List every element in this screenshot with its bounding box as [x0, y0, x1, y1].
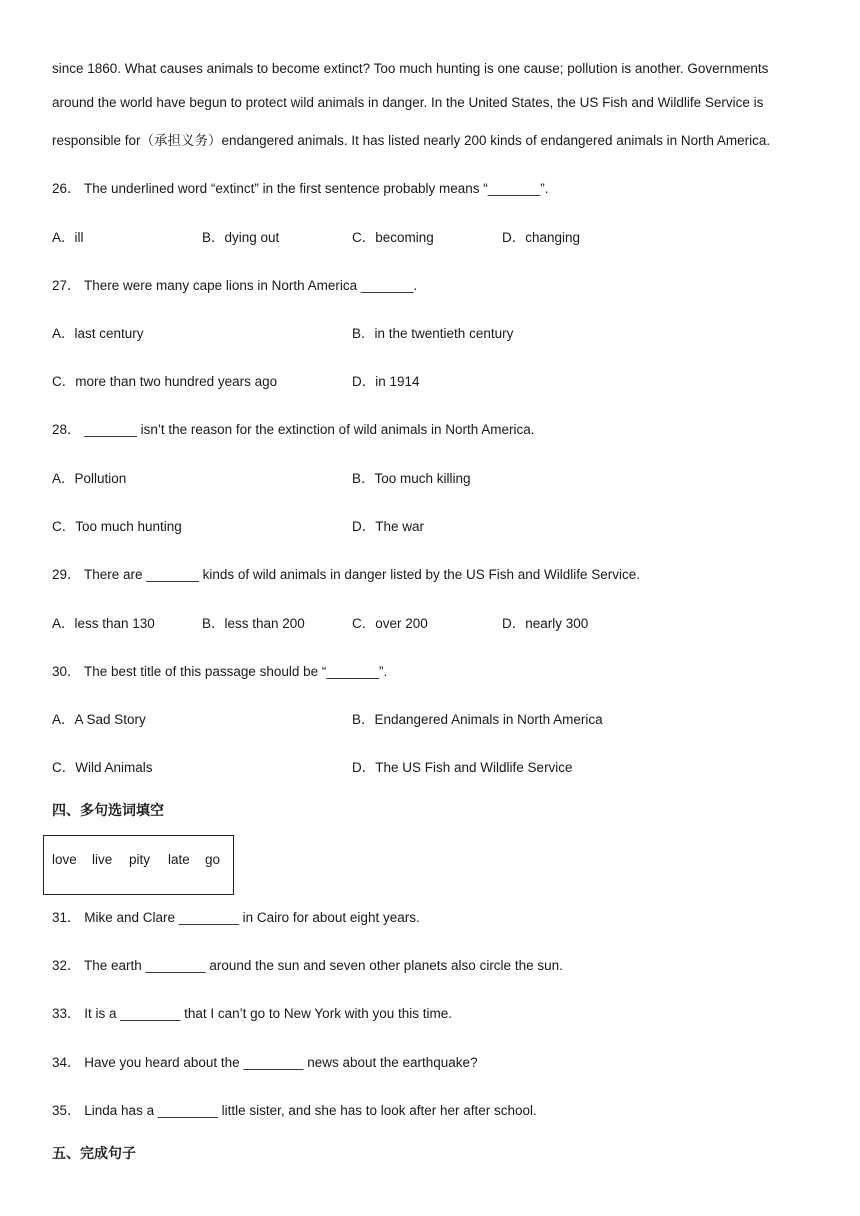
option-d: D．The US Fish and Wildlife Service: [352, 760, 573, 775]
word-bank-item: love: [52, 852, 77, 867]
word-bank-item: go: [205, 852, 221, 867]
option-c: C．Too much hunting: [52, 519, 182, 534]
question-stem: 29． There are _______ kinds of wild animals in danger listed by the US Fish and Wildlife Service.: [52, 567, 641, 582]
option-c: C．over 200: [352, 616, 428, 631]
fill-blank-item: 34． Have you heard about the ________ news about the earthquake?: [52, 1055, 478, 1070]
option-c: C．more than two hundred years ago: [52, 374, 278, 389]
option-a: A．less than 130: [52, 616, 155, 631]
option-d: D．nearly 300: [502, 616, 589, 631]
word-bank-item: late: [168, 852, 190, 867]
question-stem: 27． There were many cape lions in North America _______.: [52, 278, 418, 293]
passage-line: around the world have begun to protect wild animals in danger. In the United States, the US Fish and Wildlife Service is: [52, 95, 764, 110]
fill-blank-item: 32． The earth ________ around the sun and seven other planets also circle the sun.: [52, 958, 563, 973]
question-stem: 26． The underlined word “extinct” in the first sentence probably means “_______”.: [52, 181, 549, 196]
option-a: A．ill: [52, 230, 84, 245]
word-bank-item: live: [92, 852, 113, 867]
fill-blank-item: 33． It is a ________ that I can’t go to New York with you this time.: [52, 1006, 452, 1021]
option-b: B．Too much killing: [352, 471, 471, 486]
passage-line: responsible for（承担义务）endangered animals. It has listed nearly 200 kinds of endangered animals in North America.: [52, 133, 771, 148]
option-d: D．changing: [502, 230, 581, 245]
fill-blank-item: 35． Linda has a ________ little sister, and she has to look after her after school.: [52, 1103, 537, 1118]
question-stem: 30． The best title of this passage should be “_______”.: [52, 664, 388, 679]
word-bank-box: [43, 835, 234, 895]
option-d: D．The war: [352, 519, 425, 534]
option-a: A．Pollution: [52, 471, 127, 486]
option-b: B．less than 200: [202, 616, 305, 631]
option-c: C．Wild Animals: [52, 760, 153, 775]
passage-line: since 1860. What causes animals to become extinct? Too much hunting is one cause; pollution is another. Governments: [52, 61, 769, 76]
option-d: D．in 1914: [352, 374, 420, 389]
fill-blank-item: 31． Mike and Clare ________ in Cairo for about eight years.: [52, 910, 420, 925]
question-stem: 28． _______ isn’t the reason for the extinction of wild animals in North America.: [52, 422, 535, 437]
option-c: C．becoming: [352, 230, 434, 245]
word-bank-item: pity: [129, 852, 151, 867]
section-heading: 四、多句选词填空: [52, 802, 164, 818]
option-a: A．A Sad Story: [52, 712, 146, 727]
option-b: B．dying out: [202, 230, 280, 245]
option-a: A．last century: [52, 326, 144, 341]
option-b: B．Endangered Animals in North America: [352, 712, 603, 727]
section-heading: 五、完成句子: [52, 1145, 136, 1161]
option-b: B．in the twentieth century: [352, 326, 514, 341]
